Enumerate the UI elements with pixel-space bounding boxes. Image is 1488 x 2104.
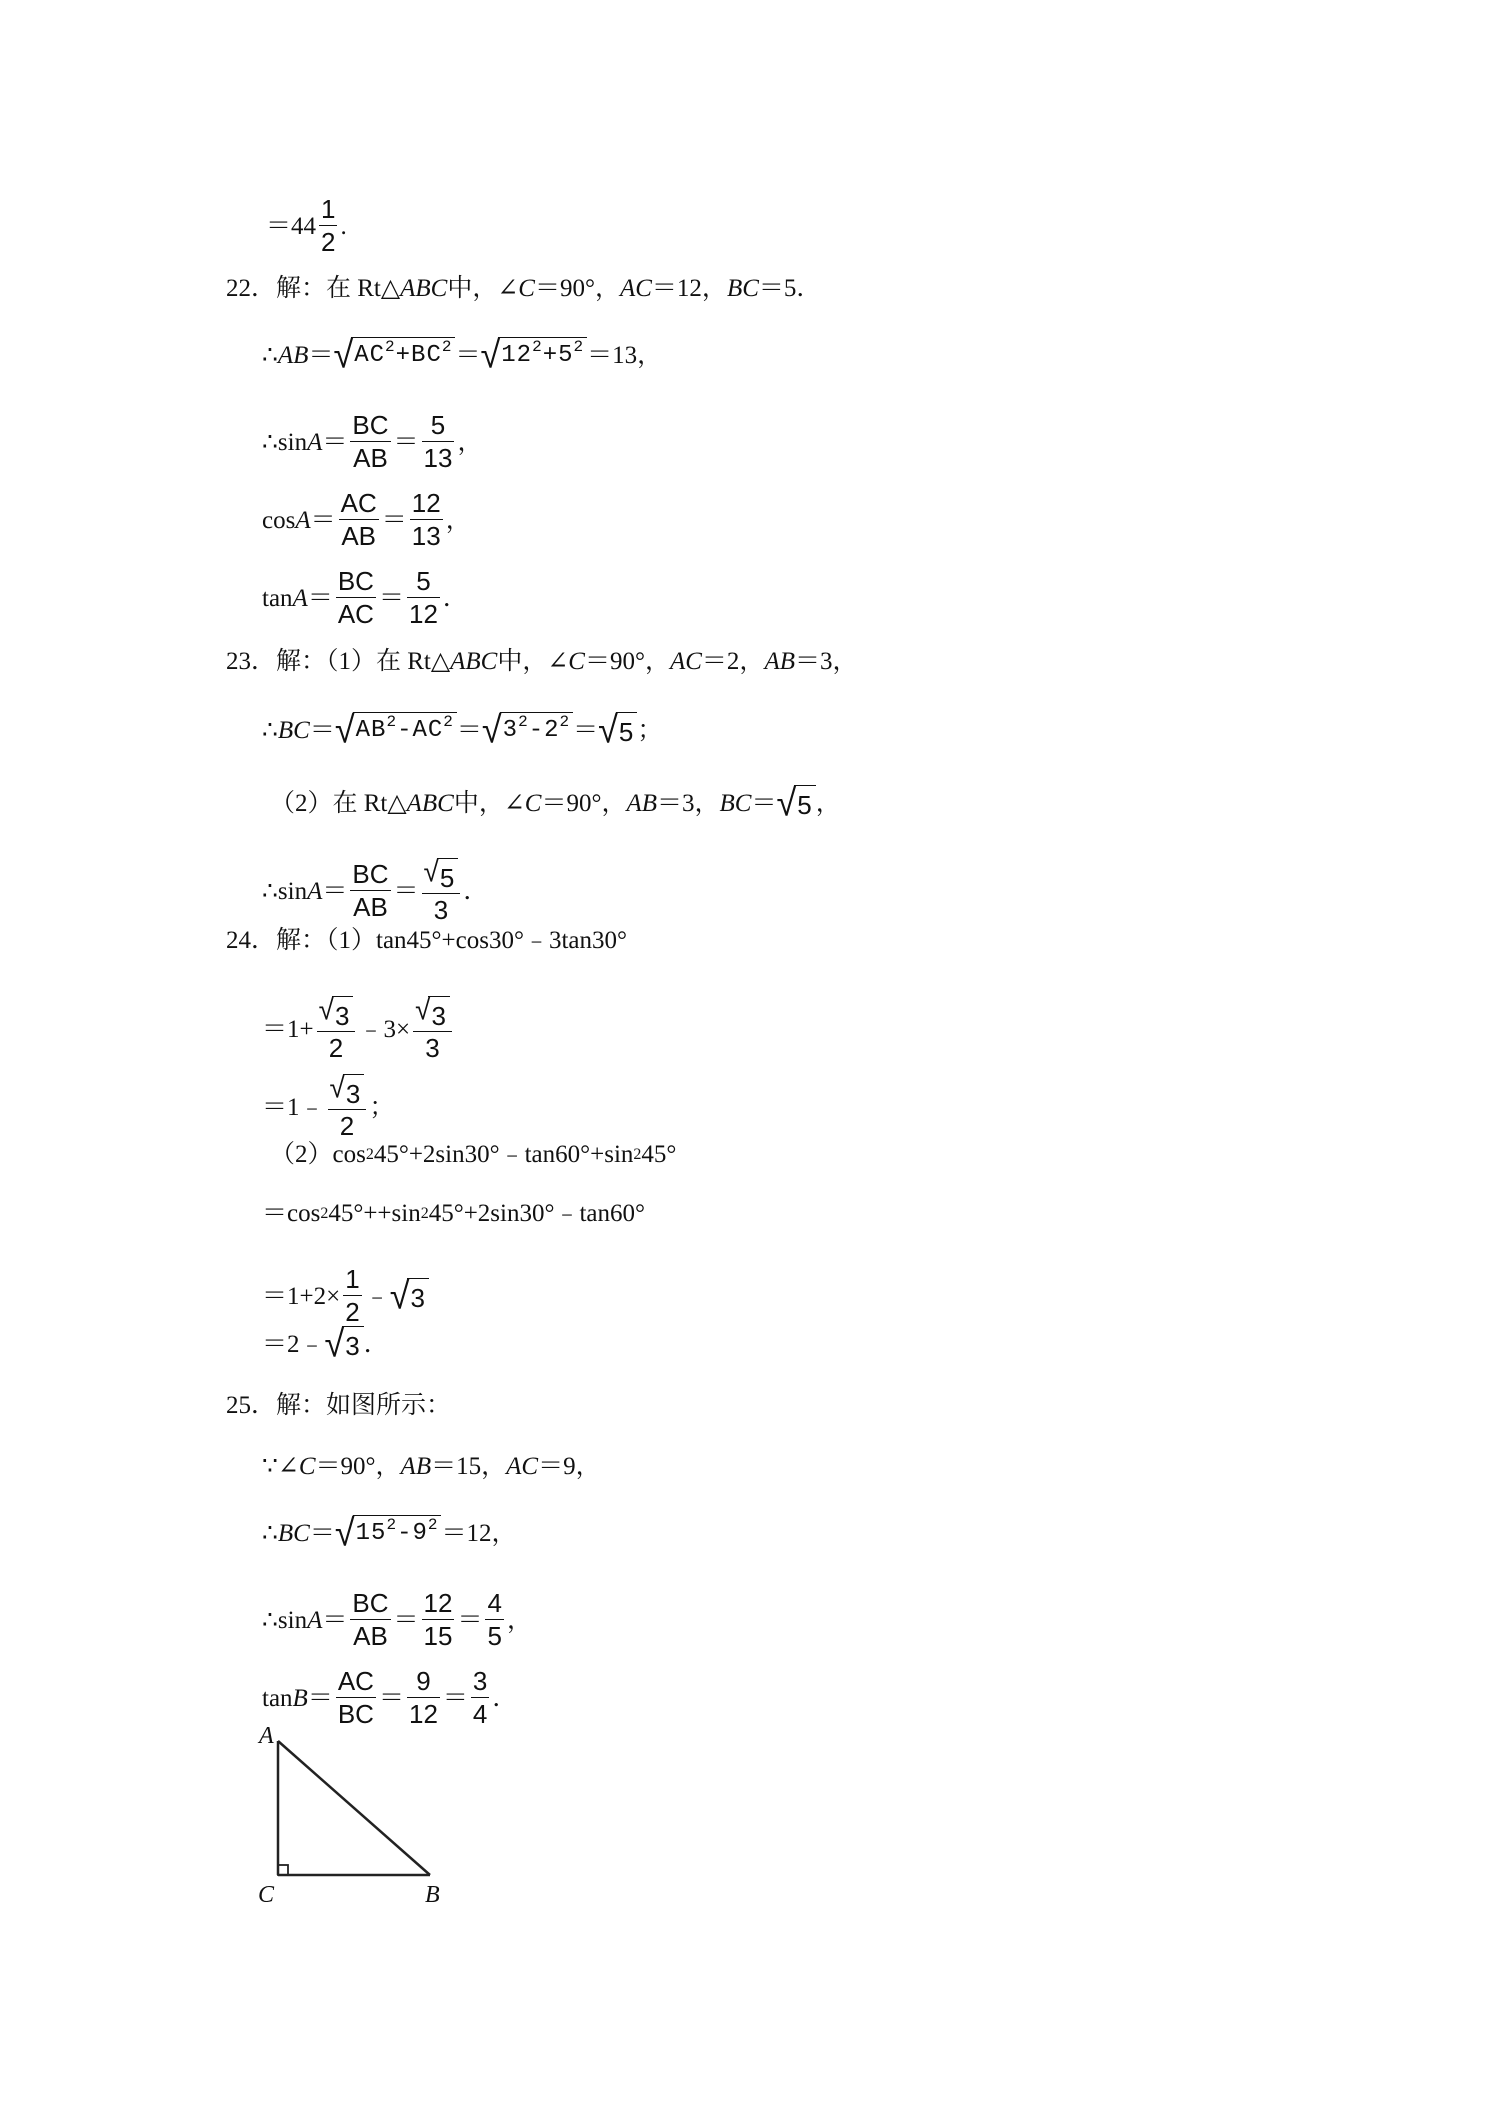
q23-p2-cond: ＝90°， (541, 789, 627, 817)
label-b: B (425, 1882, 440, 1908)
q24-p2-a: （2）cos (270, 1141, 366, 1168)
q25-ab-val: ＝15， (431, 1453, 507, 1480)
q22-bc: BC (726, 275, 759, 302)
q25-tan-n1: AC (337, 1666, 374, 1696)
q25-sin-frac3 (485, 1590, 503, 1651)
q25-ac-val: ＝9， (538, 1453, 601, 1480)
q24-l2-a: ＝1﹣ (262, 1093, 325, 1121)
q25-tan-end: ． (492, 1684, 518, 1712)
q25-sin-n2: 12 (423, 1588, 453, 1618)
q24-l1-d2: 3 (425, 1033, 440, 1063)
q24-l2-end: ； (369, 1093, 395, 1121)
q23-sqrt-3-2: √ $3^2-2^2$ (482, 712, 573, 748)
q22-sin-frac1 (350, 412, 390, 473)
q22-sin-frac2 (422, 412, 455, 473)
q25-s1b: -9 (397, 1520, 428, 1547)
q23-sin-n2: 5 (437, 858, 458, 891)
q23-abc: ABC (450, 648, 498, 675)
q25-sin-end: ， (506, 1606, 532, 1634)
q25-s1a-sq: 2 (386, 1516, 398, 1534)
q24-l5-a: ＝2﹣ (262, 1330, 325, 1358)
q23-p2-abc: ABC (406, 789, 454, 817)
q25-line2 (262, 1510, 517, 1554)
q25-res: ＝12， (441, 1519, 517, 1547)
right-triangle-figure (255, 1725, 455, 1915)
q22-cos-d2: 13 (411, 521, 441, 552)
q25-line1 (262, 1454, 601, 1479)
q23-c: C (568, 648, 585, 675)
q24-line3: ＝cos 2 45°++sin 2 45°+2sin30°﹣tan60° (262, 1200, 646, 1227)
q24-p2-b: 45°+2sin30°﹣tan60°+sin (373, 1141, 634, 1168)
q23-sin-frac1 (350, 858, 390, 923)
q22-s2b: +5 (542, 342, 574, 369)
q25-tan-d2: 12 (408, 1699, 438, 1730)
q24-l5-sqrt: √ 3 (325, 1326, 364, 1362)
q23-s2a-sq: 2 (518, 713, 529, 731)
q25-sin-frac2 (422, 1590, 455, 1651)
q23-s2b-sq: 2 (559, 713, 571, 731)
q23-eq3: ＝ (573, 716, 599, 744)
q24-l3-a: ＝cos (262, 1200, 321, 1227)
q25-label: 25．解：如图所示： (226, 1392, 452, 1419)
q22-sin-end: ， (457, 428, 483, 456)
q23-p2-zhong: 中，∠ (453, 789, 525, 817)
q24-l1-frac1: √ 3 2 (317, 996, 356, 1062)
q22-sqrt-ac-bc: √ $AC^2+BC^2$ (333, 337, 455, 373)
q25-cond: ＝90°， (315, 1453, 401, 1480)
q25-tan-d1: BC (337, 1699, 374, 1730)
q22-s1a-sq: 2 (385, 338, 396, 356)
label-c: C (258, 1882, 275, 1908)
q22-tan-pre: tan (262, 584, 293, 612)
q22-cos-d1: AB (341, 521, 377, 552)
q22-tan-frac2 (407, 568, 440, 629)
q22-cos-eq1: ＝ (310, 506, 336, 534)
q24-l5-s: 3 (342, 1326, 363, 1362)
q25-sin-eq3: ＝ (457, 1606, 483, 1634)
q22-bc-val: ＝5． (758, 275, 822, 302)
q22-ab: AB (277, 341, 309, 369)
prev-result-line (266, 196, 347, 257)
q22-s2a-sq: 2 (532, 338, 543, 356)
q23-sqrt-ab-ac: √ $AB^2-AC^2$ (335, 712, 457, 748)
q23-sin-pre: ∴sin (262, 877, 308, 905)
q24-l4-b: ﹣ (364, 1282, 390, 1310)
q22-s1a: AC (354, 342, 386, 369)
q24-l1-n2: 3 (428, 996, 449, 1029)
q25-bc: BC (277, 1519, 310, 1547)
q22-ab-line (262, 332, 663, 376)
q25-sin-n1: BC (352, 1588, 389, 1618)
q24-l3-c: 45°+2sin30°﹣tan60° (428, 1200, 646, 1227)
q23-bc: BC (277, 716, 310, 744)
q25-ab: AB (400, 1453, 432, 1480)
q22-tan-d1: AC (337, 599, 374, 630)
q23-sin-eq1: ＝ (322, 877, 348, 905)
q22-zhong: 中，∠ (447, 275, 519, 302)
q23-eq1: ＝ (309, 716, 335, 744)
q24-l4-n: 1 (345, 1264, 360, 1294)
q25-because: ∵∠ (262, 1453, 299, 1480)
q23-sin-line (262, 855, 489, 925)
q25-sin-d3: 5 (487, 1621, 502, 1652)
q22-sin-n2: 5 (430, 410, 446, 440)
q25-s1b-sq: 2 (427, 1516, 439, 1534)
q23-s2a: 3 (502, 717, 519, 744)
q25-sin-d1: AB (353, 1621, 388, 1652)
q25-therefore: ∴ (262, 1519, 278, 1547)
q24-line4 (262, 1266, 429, 1327)
q22-therefore: ∴ (262, 341, 278, 369)
q24-l2-frac: √ 3 2 (328, 1074, 367, 1140)
q22-cond: ＝90°， (534, 275, 620, 302)
q25-sin-frac1 (350, 1590, 390, 1651)
q25-sin-n3: 4 (487, 1588, 502, 1618)
q22-tan-d2: 12 (408, 599, 438, 630)
q25-sin-eq1: ＝ (322, 1606, 348, 1634)
prev-eq: ＝44 (266, 212, 317, 240)
q24-line1 (262, 993, 455, 1063)
q23-p2-label: （2）在 Rt△ (270, 789, 407, 817)
q23-p2-ab: AB (626, 789, 658, 817)
q23-label: 23．解：（1）在 Rt△ (226, 648, 451, 675)
q25-s1a: 15 (355, 1520, 387, 1547)
q22-label: 22．解：在 Rt△ (226, 275, 401, 302)
q22-sin-d2: 13 (423, 443, 453, 474)
q24-l4-d: 2 (345, 1297, 360, 1328)
q23-p2-sqrt-val: 5 (794, 785, 815, 821)
q24-l5-end: ． (363, 1330, 389, 1358)
q22-sin-a: A (307, 428, 323, 456)
q23-ac: AC (669, 648, 702, 675)
q22-tan-frac1 (336, 568, 376, 629)
q25-tan-eq2: ＝ (378, 1684, 404, 1712)
q22-cos-end: ， (445, 506, 471, 534)
q25-sin-pre: ∴sin (262, 1606, 308, 1634)
q22-tan-a: A (292, 584, 308, 612)
q22-sqrt-12-5: √ $12^2+5^2$ (481, 337, 588, 373)
q23-p2-c: C (524, 789, 542, 817)
q23-p2-bc-eq: ＝ (751, 789, 777, 817)
q23-bc-line (262, 707, 663, 751)
q25-tan-frac2 (407, 1668, 440, 1729)
q23-sin-eq2: ＝ (393, 877, 419, 905)
q23-s3: 5 (616, 712, 637, 748)
q24-l4-a: ＝1+2× (262, 1282, 341, 1310)
q25-tan-frac1 (336, 1668, 376, 1729)
q24-line2 (262, 1071, 395, 1141)
q25-sin-a: A (307, 1606, 323, 1634)
right-angle-marker (278, 1865, 288, 1875)
q23-therefore: ∴ (262, 716, 278, 744)
q22-tan-line (262, 568, 468, 629)
q22-cos-n1: AC (340, 488, 377, 518)
q25-c: C (298, 1453, 316, 1480)
q22-s1b: +BC (395, 342, 442, 369)
q23-eq2: ＝ (456, 716, 482, 744)
q22-tan-n1: BC (337, 566, 374, 596)
q22-c: C (518, 275, 535, 302)
side-ab (278, 1741, 430, 1875)
q22-eq1: ＝ (308, 341, 334, 369)
q24-part2: （2）cos 2 45°+2sin30°﹣tan60°+sin 2 45° (270, 1141, 677, 1168)
q23-sin-end: ． (463, 877, 489, 905)
q23-p2-sqrt-5: √ 5 (777, 785, 816, 821)
q23-p2-end: ， (815, 789, 841, 817)
q23-s1a-sq: 2 (386, 713, 398, 731)
q25-tan-frac3 (471, 1668, 489, 1729)
q22-s2a: 12 (501, 342, 533, 369)
q23-ab-val: ＝3， (794, 648, 858, 675)
q24-l1-frac2: √ 3 3 (413, 996, 452, 1062)
q22-sin-line (262, 412, 482, 473)
q22-ac-val: ＝12， (651, 275, 727, 302)
q24-l1-d1: 2 (328, 1033, 344, 1063)
q22-cos-a: A (295, 506, 311, 534)
q23-s1a: AB (355, 717, 387, 744)
prev-num: 1 (321, 194, 336, 224)
q25-tan-pre: tan (262, 1684, 293, 1712)
q23-sin-n2-wrap: √ 5 (422, 858, 461, 893)
q23-zhong: 中，∠ (497, 648, 569, 675)
q22-cos-line (262, 490, 471, 551)
q22-heading (226, 276, 821, 301)
q22-s1b-sq: 2 (441, 338, 453, 356)
q25-sin-line (262, 1590, 532, 1651)
q25-sqrt: √ $15^2-9^2$ (335, 1515, 442, 1551)
q22-cos-eq2: ＝ (381, 506, 407, 534)
q23-sin-frac2 (422, 855, 461, 925)
q22-sin-pre: ∴sin (262, 428, 308, 456)
q25-tan-eq3: ＝ (442, 1684, 468, 1712)
q22-ac: AC (619, 275, 652, 302)
q23-p2-bc: BC (719, 789, 752, 817)
q24-p2-c: 45° (641, 1141, 677, 1168)
q23-cond: ＝90°， (584, 648, 670, 675)
q22-cos-frac1 (339, 490, 379, 551)
q22-tan-end: ． (442, 584, 468, 612)
q24-l2-d: 2 (339, 1111, 355, 1141)
q24-l1-b: ﹣3× (358, 1015, 411, 1043)
prev-end: . (340, 212, 347, 240)
label-a: A (259, 1725, 274, 1749)
q24-line5 (262, 1321, 389, 1365)
q24-heading (226, 928, 627, 953)
q23-sqrt-5: √ 5 (598, 712, 637, 748)
q25-sin-eq2: ＝ (393, 1606, 419, 1634)
q22-sin-n1: BC (352, 410, 389, 440)
q24-l4-frac (343, 1266, 361, 1327)
q23-sin-a: A (307, 877, 323, 905)
q25-tan-n2: 9 (416, 1666, 431, 1696)
q23-part2-heading (270, 780, 841, 824)
q23-s1b-sq: 2 (443, 713, 454, 731)
q22-cos-pre: cos (262, 506, 296, 534)
q24-l2-n: 3 (343, 1074, 364, 1107)
q23-sin-d1: AB (353, 892, 388, 923)
q23-ac-val: ＝2， (701, 648, 765, 675)
q23-sin-n1: BC (352, 858, 389, 889)
q24-l1-n1: 3 (332, 996, 353, 1029)
q22-tan-eq1: ＝ (307, 584, 333, 612)
q23-p2-ab-val: ＝3， (657, 789, 720, 817)
q22-sin-eq2: ＝ (393, 428, 419, 456)
q25-tan-line (262, 1668, 517, 1729)
q22-tan-eq2: ＝ (378, 584, 404, 612)
q24-l4-sqrt: √ 3 (390, 1278, 429, 1314)
q22-cos-n2: 12 (411, 488, 441, 518)
q24-label: 24．解：（1）tan45°+cos30°﹣3tan30° (226, 927, 628, 954)
q23-s2b: -2 (528, 717, 560, 744)
q22-eq2: ＝ (455, 341, 481, 369)
q23-l1-end: ； (637, 716, 663, 744)
q25-tan-n3: 3 (472, 1666, 488, 1696)
q25-tan-eq1: ＝ (307, 1684, 333, 1712)
q25-sin-d2: 15 (423, 1621, 453, 1652)
prev-fraction (319, 196, 337, 257)
q24-l4-s: 3 (407, 1278, 428, 1314)
prev-den: 2 (321, 227, 336, 258)
q22-cos-frac2 (410, 490, 443, 551)
q22-abc: ABC (400, 275, 448, 302)
q24-l3-b: 45°++sin (328, 1200, 421, 1227)
q22-sin-d1: AB (353, 443, 388, 474)
q23-s1b: -AC (397, 717, 444, 744)
q22-s2b-sq: 2 (573, 338, 585, 356)
q24-l1-a: ＝1+ (262, 1015, 314, 1043)
q25-tan-d3: 4 (472, 1699, 488, 1730)
q23-sin-d2: 3 (433, 895, 449, 925)
q23-heading (226, 649, 858, 674)
q25-heading (226, 1393, 451, 1418)
q25-eq: ＝ (309, 1519, 335, 1547)
q23-ab: AB (764, 648, 795, 675)
q22-sin-eq1: ＝ (322, 428, 348, 456)
q25-tan-b: B (292, 1684, 308, 1712)
q25-ac: AC (506, 1453, 539, 1480)
q22-tan-n2: 5 (416, 566, 431, 596)
q22-ab-result: ＝13， (587, 341, 663, 369)
